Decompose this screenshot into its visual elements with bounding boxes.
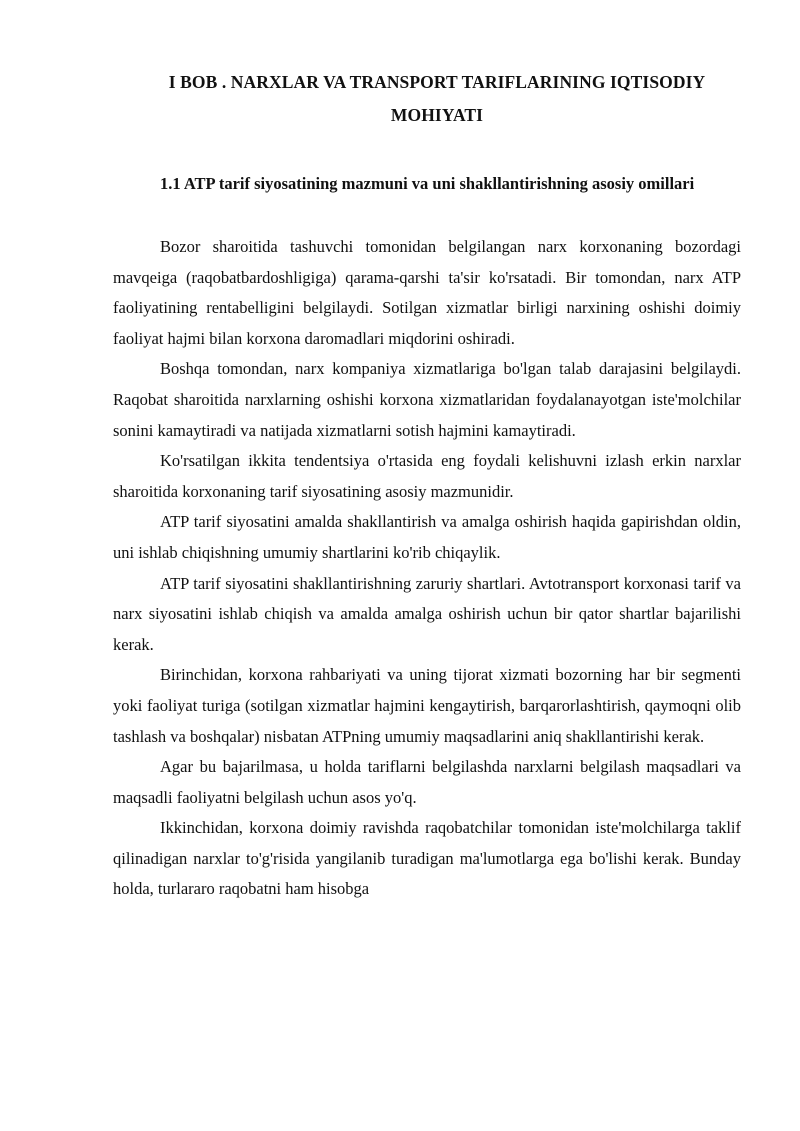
paragraph: ATP tarif siyosatini amalda shakllantirish va amalga oshirish haqida gapirishdan oldin, uni ishlab chiqishning umumiy shartlarini ko'rib chiqaylik.	[113, 512, 741, 562]
paragraph: Birinchidan, korxona rahbariyati va uning tijorat xizmati bozorning har bir segmenti yoki faoliyat turiga (sotilgan xizmatlar hajmini kengaytirish, barqarorlashtirish, qaymoqni olib tashlash va boshqalar) nisbatan ATPning umumiy maqsadlarini aniq shakllantirishi kerak.	[113, 665, 741, 746]
chapter-title-line-1: I BOB . NARXLAR VA TRANSPORT TARIFLARINING IQTISODIY	[168, 72, 706, 92]
paragraph: ATP tarif siyosatini shakllantirishning zaruriy shartlari. Avtotransport korxonasi tarif va narx siyosatini ishlab chiqish va amalda amalga oshirish uchun bir qator shartlar bajarilishi kerak.	[113, 573, 741, 654]
paragraph: Agar bu bajarilmasa, u holda tariflarni belgilashda narxlarni belgilash maqsadlari va maqsadli faoliyatni belgilash uchun asos yo'q.	[113, 757, 741, 807]
paragraph: Bozor sharoitida tashuvchi tomonidan belgilangan narx korxonaning bozordagi mavqeiga (raqobatbardoshligiga) qarama-qarshi ta'sir ko'rsatadi. Bir tomondan, narx ATP faoliyatining rentabelligini belgilaydi. Sotilgan xizmatlar birligi narxining oshishi doimiy faoliyat hajmi bilan korxona daromadlari miqdorini oshiradi.	[113, 237, 741, 348]
paragraph: Boshqa tomondan, narx kompaniya xizmatlariga bo'lgan talab darajasini belgilaydi. Raqobat sharoitida narxlarning oshishi korxona xizmatlaridan foydalanayotgan iste'molchilar sonini kamaytiradi va natijada xizmatlarni sotish hajmini kamaytiradi.	[113, 359, 741, 440]
body-text	[113, 232, 741, 905]
chapter-title-line-2: MOHIYATI	[390, 105, 484, 125]
section-title: 1.1 ATP tarif siyosatining mazmuni va uni shakllantirishning asosiy omillari	[160, 174, 695, 193]
chapter-title	[112, 66, 762, 132]
paragraph: Ko'rsatilgan ikkita tendentsiya o'rtasida eng foydali kelishuvni izlash erkin narxlar sharoitida korxonaning tarif siyosatining asosiy mazmunidir.	[113, 451, 741, 501]
paragraph: Ikkinchidan, korxona doimiy ravishda raqobatchilar tomonidan iste'molchilarga taklif qilinadigan narxlar to'g'risida yangilanib turadigan ma'lumotlarga ega bo'lishi kerak. Bunday holda, turlararo raqobatni ham hisobga	[113, 818, 741, 899]
